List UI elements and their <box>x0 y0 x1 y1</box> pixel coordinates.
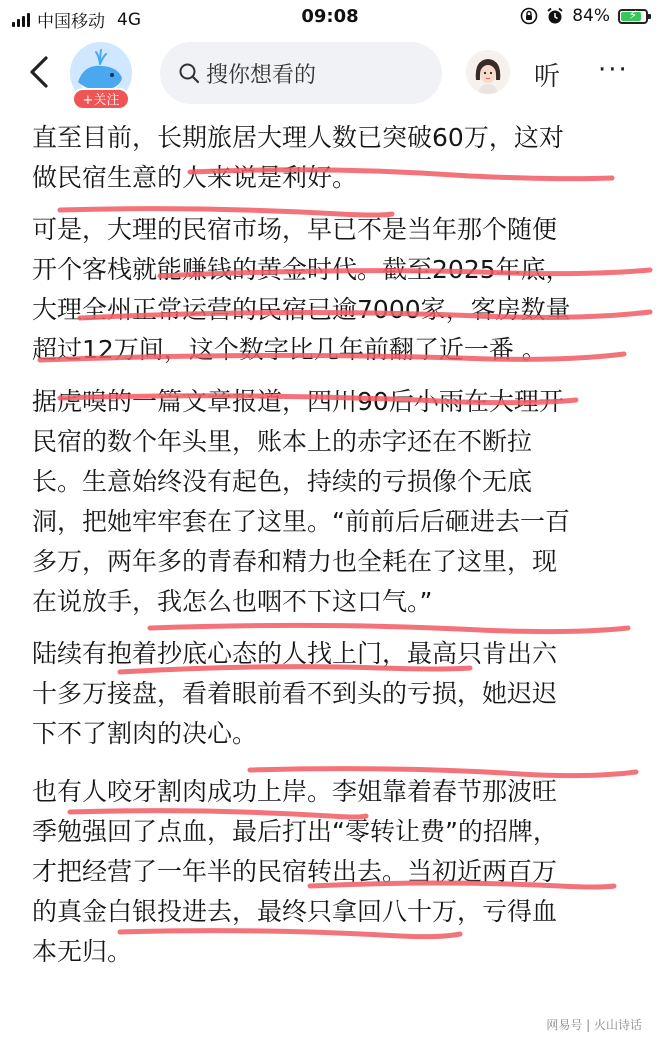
watermark: 网易号 | 火山诗话 <box>546 1018 642 1032</box>
text-line: 的真金白银投进去，最终只拿回八十万，亏得血 <box>32 897 558 926</box>
text-line: 超过12万间，这个数字比几年前翻了近一番 。 <box>32 335 547 364</box>
text-line: 民宿的数个年头里，账本上的赤字还在不断拉 <box>32 427 533 456</box>
battery-percent: 84% <box>572 6 610 26</box>
text-line: 陆续有抱着抄底心态的人找上门，最高只肯出六 <box>32 639 558 668</box>
text-line: 可是，大理的民宿市场，早已不是当年那个随便 <box>32 215 558 244</box>
article-paragraph <box>32 382 642 622</box>
text-line: 本无归。 <box>32 937 133 966</box>
article-paragraph <box>32 210 642 370</box>
listen-button[interactable]: 听 <box>534 62 561 92</box>
battery-charging-icon: ⚡ <box>618 9 648 24</box>
status-time: 09:08 <box>301 6 359 27</box>
more-icon: ··· <box>598 55 629 85</box>
text-line: 也有人咬牙割肉成功上岸。李姐靠着春节那波旺 <box>32 777 558 806</box>
search-box[interactable] <box>160 42 442 104</box>
network-type: 4G <box>117 9 141 30</box>
text-line: 直至目前，长期旅居大理人数已突破60万，这对 <box>32 123 564 152</box>
article-paragraph <box>32 118 642 198</box>
search-placeholder: 搜你想看的 <box>206 62 317 88</box>
text-line: 据虎嗅的一篇文章报道，四川90后小雨在大理开 <box>32 387 564 416</box>
status-right <box>520 6 648 26</box>
alarm-icon <box>546 7 564 25</box>
text-line: 十多万接盘，看着眼前看不到头的亏损，她迟迟 <box>32 679 558 708</box>
back-chevron-icon <box>22 50 62 94</box>
text-line: 做民宿生意的人来说是利好。 <box>32 163 358 192</box>
article-paragraph <box>32 772 642 972</box>
status-bar <box>0 0 660 34</box>
more-button[interactable] <box>598 55 629 85</box>
article-body <box>32 118 642 984</box>
text-line: 下不了割肉的决心。 <box>32 719 258 748</box>
nav-bar <box>0 34 660 118</box>
search-icon <box>178 62 200 84</box>
author-avatar-follow[interactable] <box>68 40 134 112</box>
carrier-name: 中国移动 <box>37 12 105 32</box>
user-avatar[interactable] <box>466 50 510 94</box>
back-button[interactable] <box>22 50 62 94</box>
text-line: 洞，把她牢牢套在了这里。“前前后后砸进去一百 <box>32 507 570 536</box>
text-line: 大理全州正常运营的民宿已逾7000家，客房数量 <box>32 295 571 324</box>
follow-button[interactable]: +关注 <box>72 88 130 110</box>
orientation-lock-icon <box>520 7 538 25</box>
text-line: 开个客栈就能赚钱的黄金时代。截至2025年底， <box>32 255 571 284</box>
text-line: 才把经营了一年半的民宿转出去。当初近两百万 <box>32 857 558 886</box>
article-paragraph <box>32 634 642 754</box>
text-line: 季勉强回了点血，最后打出“零转让费”的招牌， <box>32 817 558 846</box>
text-line: 在说放手，我怎么也咽不下这口气。” <box>32 587 433 616</box>
text-line: 多万，两年多的青春和精力也全耗在了这里，现 <box>32 547 558 576</box>
text-line: 长。生意始终没有起色，持续的亏损像个无底 <box>32 467 533 496</box>
girl-avatar-icon <box>466 50 510 94</box>
